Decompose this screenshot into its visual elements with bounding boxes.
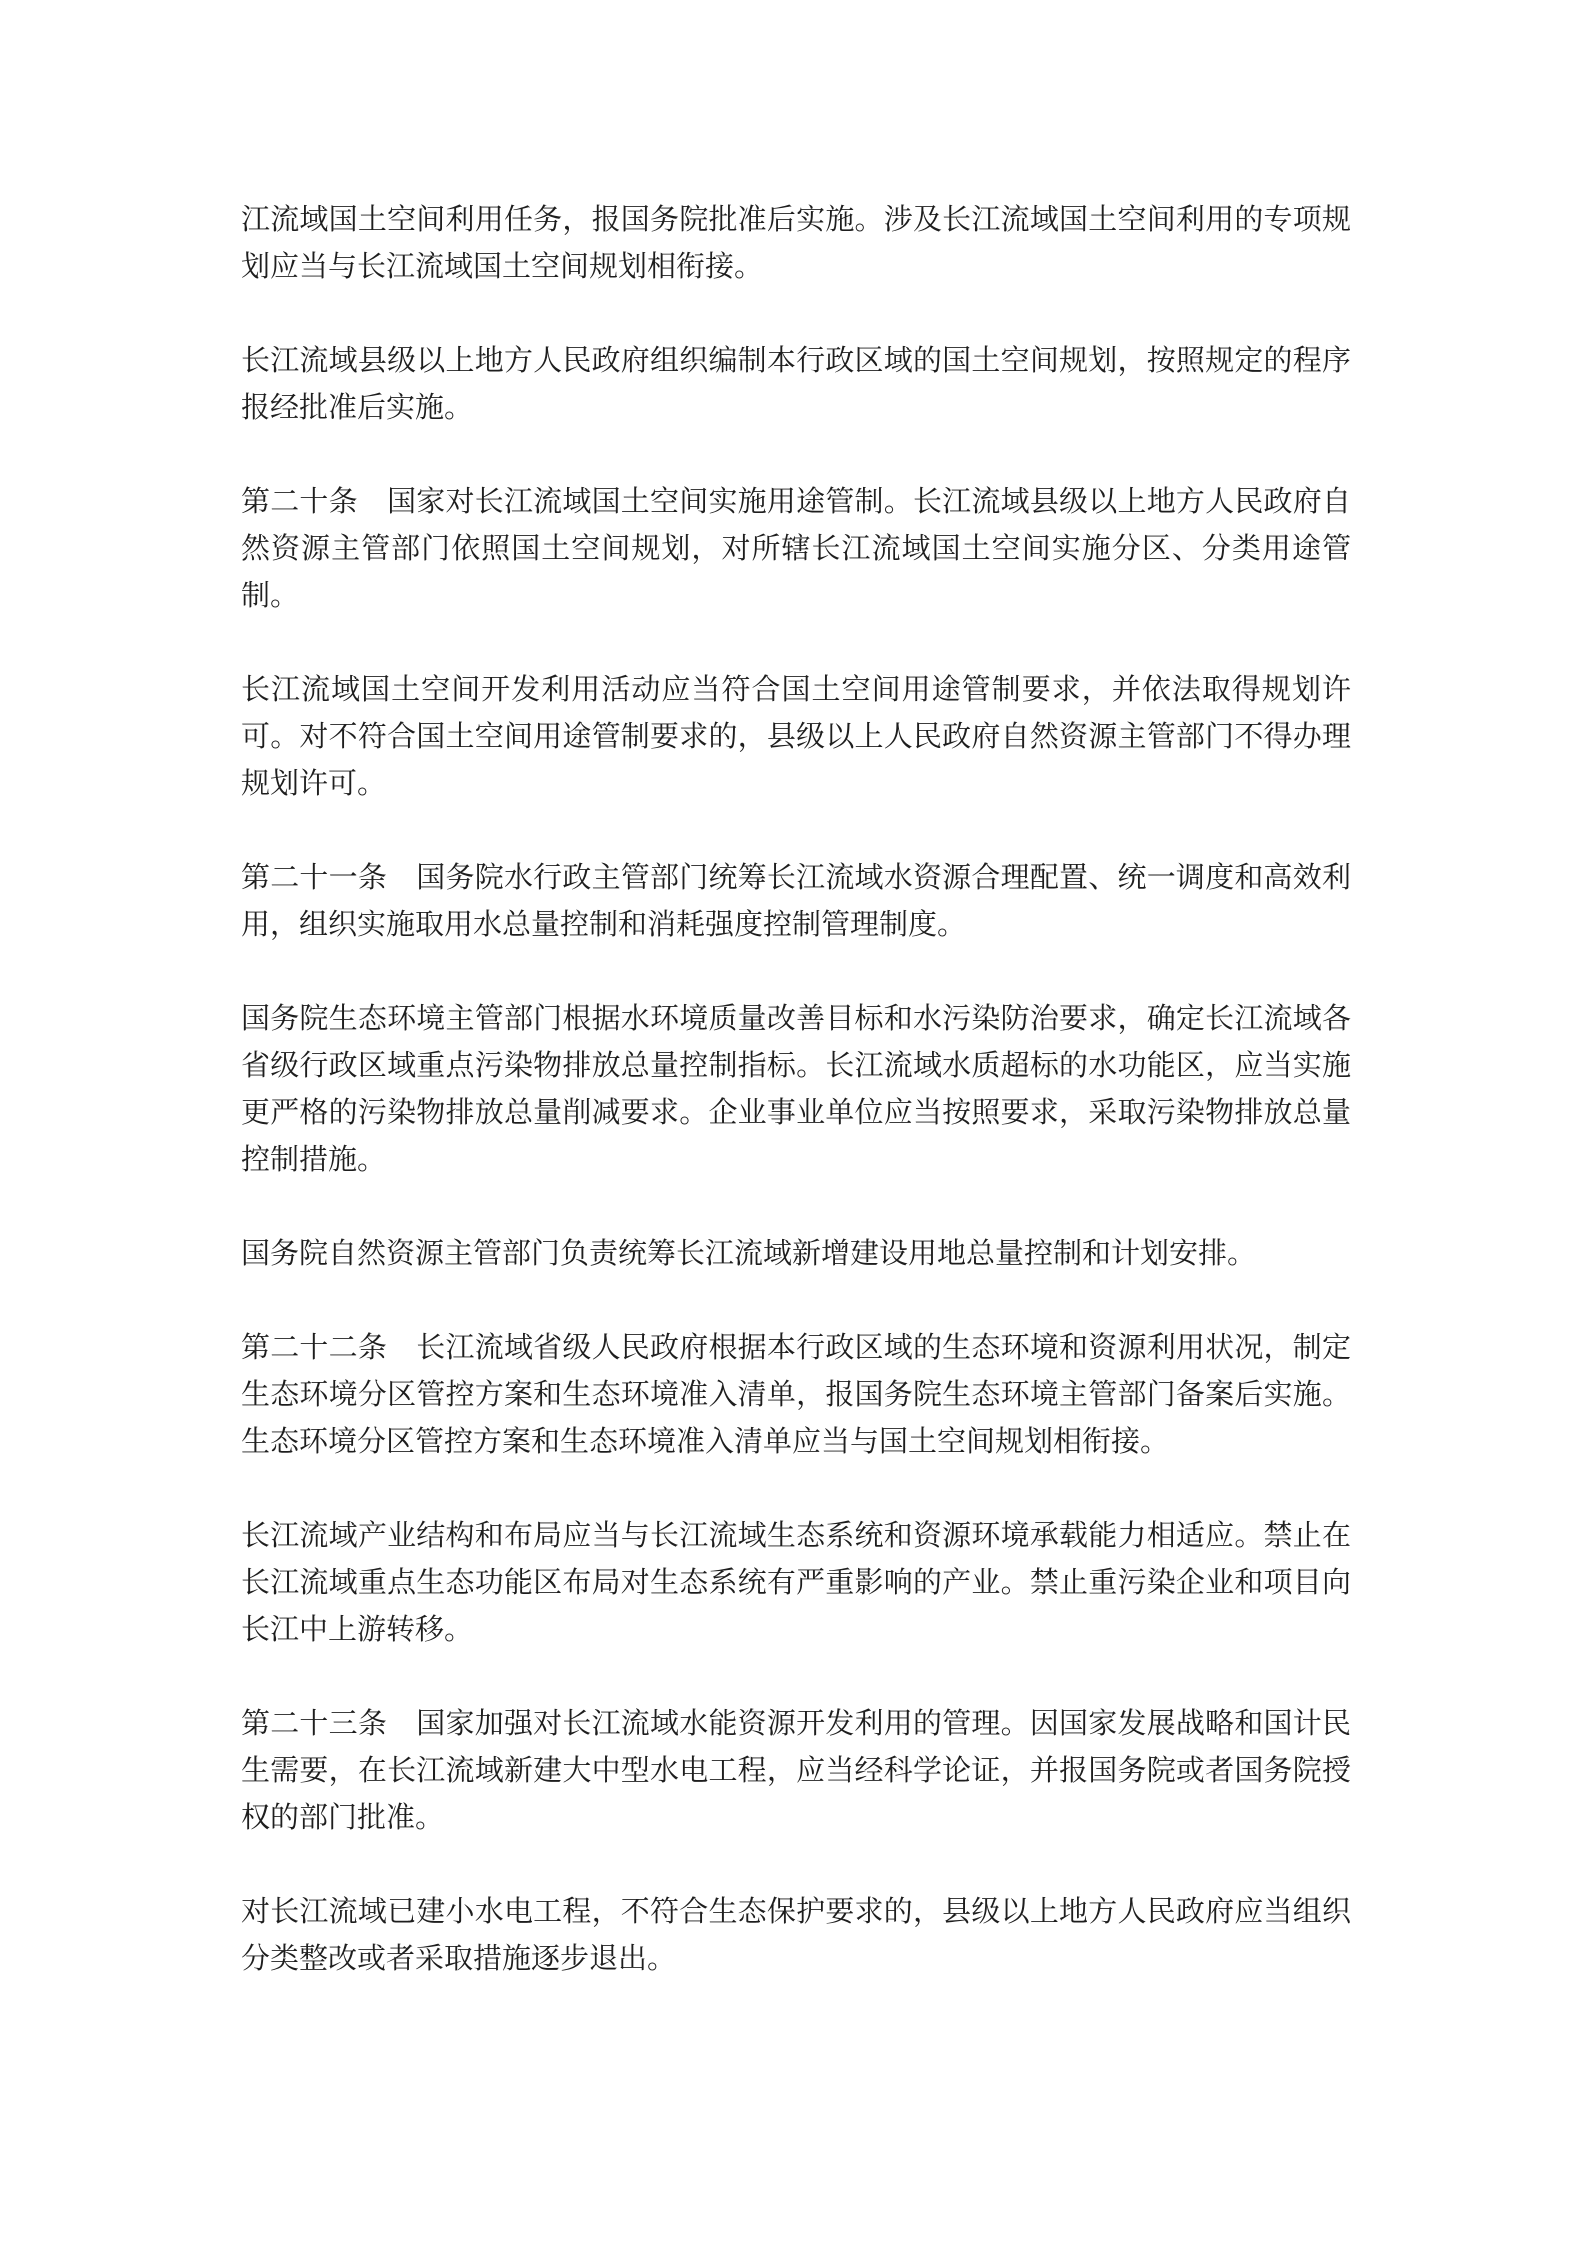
article-21-paragraph: 第二十一条 国务院水行政主管部门统筹长江流域水资源合理配置、统一调度和高效利用，组织实施取用水总量控制和消耗强度控制管理制度。 (241, 860, 1351, 941)
paragraph: 国务院自然资源主管部门负责统筹长江流域新增建设用地总量控制和计划安排。 (241, 1236, 1257, 1270)
article-22-paragraph: 第二十二条 长江流域省级人民政府根据本行政区域的生态环境和资源利用状况，制定生态环境分区管控方案和生态环境准入清单，报国务院生态环境主管部门备案后实施。生态环境分区管控方案和生态环境准入清单应当与国土空间规划相衔接。 (241, 1330, 1351, 1458)
paragraph: 长江流域产业结构和布局应当与长江流域生态系统和资源环境承载能力相适应。禁止在长江流域重点生态功能区布局对生态系统有严重影响的产业。禁止重污染企业和项目向长江中上游转移。 (241, 1518, 1351, 1646)
article-23-paragraph: 第二十三条 国家加强对长江流域水能资源开发利用的管理。因国家发展战略和国计民生需要，在长江流域新建大中型水电工程，应当经科学论证，并报国务院或者国务院授权的部门批准。 (241, 1706, 1351, 1834)
article-20-paragraph: 第二十条 国家对长江流域国土空间实施用途管制。长江流域县级以上地方人民政府自然资源主管部门依照国土空间规划，对所辖长江流域国土空间实施分区、分类用途管制。 (241, 484, 1351, 612)
document-page (241, 196, 1351, 2029)
paragraph: 长江流域国土空间开发利用活动应当符合国土空间用途管制要求，并依法取得规划许可。对不符合国土空间用途管制要求的，县级以上人民政府自然资源主管部门不得办理规划许可。 (241, 672, 1351, 800)
paragraph: 对长江流域已建小水电工程，不符合生态保护要求的，县级以上地方人民政府应当组织分类整改或者采取措施逐步退出。 (241, 1894, 1351, 1975)
paragraph: 江流域国土空间利用任务，报国务院批准后实施。涉及长江流域国土空间利用的专项规划应当与长江流域国土空间规划相衔接。 (241, 202, 1351, 283)
paragraph: 长江流域县级以上地方人民政府组织编制本行政区域的国土空间规划，按照规定的程序报经批准后实施。 (241, 343, 1351, 424)
paragraph: 国务院生态环境主管部门根据水环境质量改善目标和水污染防治要求，确定长江流域各省级行政区域重点污染物排放总量控制指标。长江流域水质超标的水功能区，应当实施更严格的污染物排放总量削减要求。企业事业单位应当按照要求，采取污染物排放总量控制措施。 (241, 1001, 1351, 1176)
